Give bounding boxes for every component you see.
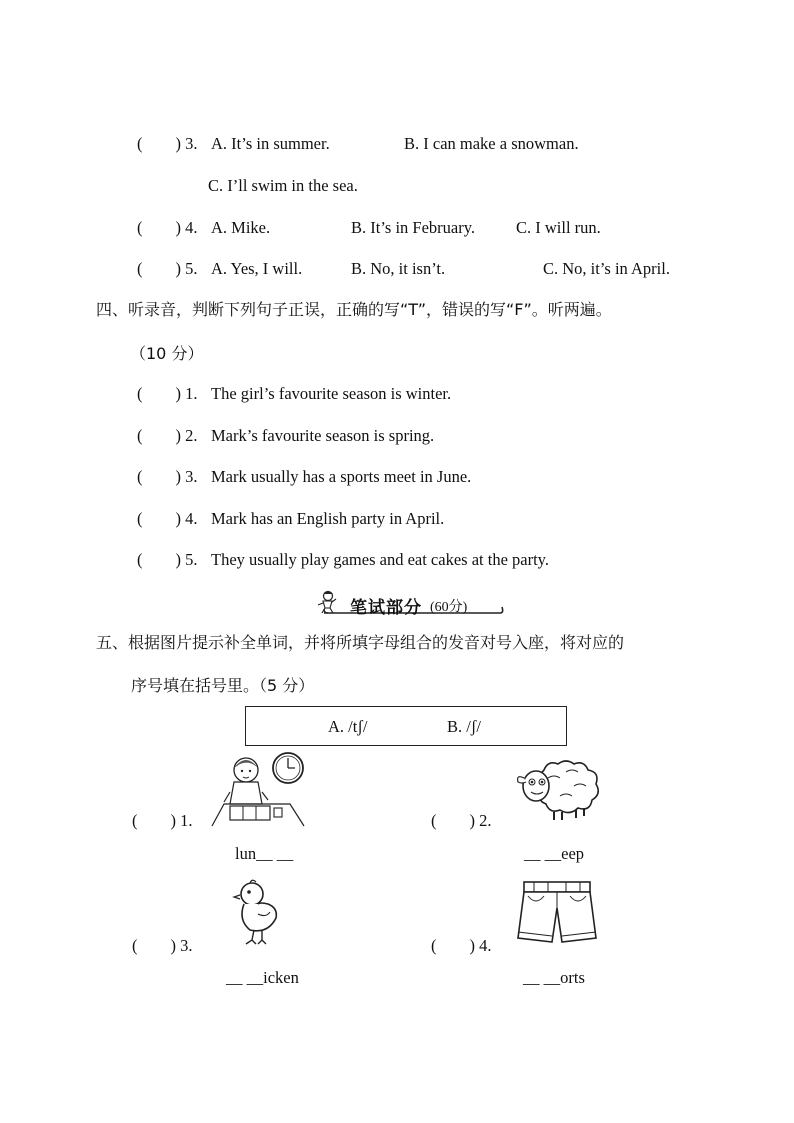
q5-option-a: A. Yes, I will. bbox=[211, 259, 303, 278]
q4-option-c: C. I will run. bbox=[516, 218, 601, 237]
q5-option-b: B. No, it isn’t. bbox=[351, 259, 446, 278]
s4-item1-paren[interactable]: ( ) 1. bbox=[137, 384, 198, 403]
s5-item1-paren[interactable]: ( ) 1. bbox=[132, 811, 193, 830]
q3-paren[interactable]: ( ) 3. bbox=[137, 134, 198, 153]
s4-item4-text: Mark has an English party in April. bbox=[211, 509, 445, 528]
section4-score: （10 分） bbox=[130, 344, 204, 363]
s5-item2-paren[interactable]: ( ) 2. bbox=[431, 811, 492, 830]
s4-item5-text: They usually play games and eat cakes at the party. bbox=[211, 550, 549, 569]
s5-item3-paren[interactable]: ( ) 3. bbox=[132, 936, 193, 955]
s4-item2-paren[interactable]: ( ) 2. bbox=[137, 426, 198, 445]
phonetic-box bbox=[245, 706, 567, 746]
s4-item5-paren[interactable]: ( ) 5. bbox=[137, 550, 198, 569]
s4-item2-text: Mark’s favourite season is spring. bbox=[211, 426, 435, 445]
mascot-icon bbox=[314, 589, 340, 615]
q4-option-a: A. Mike. bbox=[211, 218, 271, 237]
written-part-score: (60分) bbox=[430, 600, 468, 615]
q3-option-a: A. It’s in summer. bbox=[211, 134, 330, 153]
q3-option-c: C. I’ll swim in the sea. bbox=[208, 176, 358, 195]
s4-item1-text: The girl’s favourite season is winter. bbox=[211, 384, 452, 403]
s4-item3-paren[interactable]: ( ) 3. bbox=[137, 467, 198, 486]
q5-option-c: C. No, it’s in April. bbox=[543, 259, 670, 278]
q3-option-b: B. I can make a snowman. bbox=[404, 134, 579, 153]
s4-item3-text: Mark usually has a sports meet in June. bbox=[211, 467, 472, 486]
sound-a: A. /tʃ/ bbox=[328, 717, 368, 736]
s5-item4-word: __ __orts bbox=[523, 968, 585, 987]
written-part-banner bbox=[318, 591, 504, 617]
s5-item4-paren[interactable]: ( ) 4. bbox=[431, 936, 492, 955]
s4-item4-paren[interactable]: ( ) 4. bbox=[137, 509, 198, 528]
sheep-icon bbox=[514, 756, 604, 822]
q4-paren[interactable]: ( ) 4. bbox=[137, 218, 198, 237]
q4-option-b: B. It’s in February. bbox=[351, 218, 476, 237]
sound-b: B. /ʃ/ bbox=[447, 717, 481, 736]
section5-heading-line1: 五、根据图片提示补全单词，并将所填字母组合的发音对号入座，将对应的 bbox=[96, 633, 625, 652]
chick-icon bbox=[228, 878, 284, 948]
shorts-icon bbox=[514, 878, 600, 950]
section5-heading-line2: 序号填在括号里。（5 分） bbox=[131, 676, 315, 695]
written-part-title: 笔试部分 bbox=[350, 598, 422, 618]
s5-item2-word: __ __eep bbox=[524, 844, 585, 863]
lunch-boy-icon bbox=[210, 748, 306, 830]
s5-item3-word: __ __icken bbox=[226, 968, 299, 987]
s5-item1-word: lun__ __ bbox=[235, 844, 294, 863]
q5-paren[interactable]: ( ) 5. bbox=[137, 259, 198, 278]
section4-heading: 四、听录音，判断下列句子正误，正确的写“T”，错误的写“F”。听两遍。 bbox=[96, 300, 612, 319]
